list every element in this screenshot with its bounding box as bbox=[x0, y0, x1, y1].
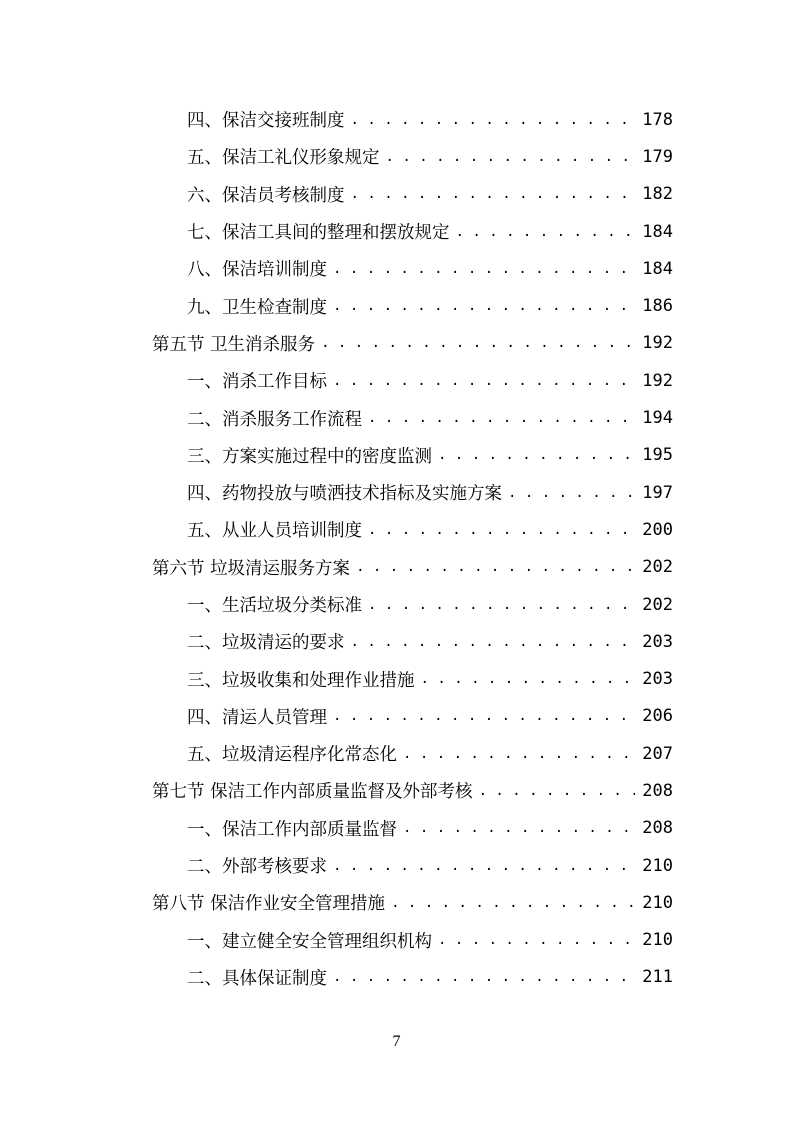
toc-entry[interactable] bbox=[152, 474, 673, 511]
toc-dot-leader bbox=[421, 671, 636, 687]
toc-dot-leader bbox=[321, 335, 635, 351]
toc-entry-page: 210 bbox=[642, 892, 673, 913]
toc-entry-page: 179 bbox=[642, 146, 673, 167]
toc-entry-title: 二、消杀服务工作流程 bbox=[187, 409, 362, 430]
toc-dot-leader bbox=[479, 783, 635, 799]
toc-entry-title: 三、方案实施过程中的密度监测 bbox=[187, 446, 432, 467]
toc-dot-leader bbox=[333, 298, 635, 314]
page-number: 7 bbox=[392, 1033, 401, 1050]
toc-entry-title: 五、垃圾清运程序化常态化 bbox=[187, 745, 397, 766]
toc-entry[interactable] bbox=[152, 735, 673, 772]
toc-entry[interactable] bbox=[152, 399, 673, 436]
toc-entry-page: 182 bbox=[642, 184, 673, 205]
toc-entry[interactable] bbox=[152, 959, 673, 996]
toc-dot-leader bbox=[356, 559, 635, 575]
toc-dot-leader bbox=[508, 485, 635, 501]
toc-entry-page: 192 bbox=[642, 333, 673, 354]
toc-dot-leader bbox=[333, 969, 635, 985]
toc-dot-leader bbox=[391, 895, 635, 911]
toc-entry-page: 211 bbox=[642, 967, 673, 988]
toc-entry-page: 207 bbox=[642, 743, 673, 764]
toc-entry-page: 203 bbox=[642, 669, 673, 690]
toc-entry-title: 一、生活垃圾分类标准 bbox=[187, 596, 362, 616]
toc-entry-title: 四、药物投放与喷洒技术指标及实施方案 bbox=[187, 484, 502, 505]
toc-entry-title: 五、从业人员培训制度 bbox=[187, 521, 362, 542]
toc-entry[interactable] bbox=[152, 549, 673, 586]
toc-entry-title: 第七节 保洁工作内部质量监督及外部考核 bbox=[152, 782, 473, 803]
toc-dot-leader bbox=[351, 186, 636, 202]
toc-entry-page: 203 bbox=[642, 631, 673, 652]
toc-entry-title: 七、保洁工具间的整理和摆放规定 bbox=[187, 223, 450, 244]
toc-dot-leader bbox=[368, 597, 635, 613]
toc-entry[interactable] bbox=[152, 586, 673, 623]
toc-entry[interactable] bbox=[152, 287, 673, 324]
toc-entry[interactable] bbox=[152, 660, 673, 697]
toc-entry-title: 四、保洁交接班制度 bbox=[187, 111, 345, 132]
toc-entry[interactable] bbox=[152, 511, 673, 548]
toc-dot-leader bbox=[438, 447, 635, 463]
toc-entry[interactable] bbox=[152, 847, 673, 884]
toc-entry[interactable] bbox=[152, 176, 673, 213]
toc-dot-leader bbox=[333, 261, 635, 277]
table-of-contents bbox=[152, 101, 673, 996]
toc-dot-leader bbox=[403, 820, 635, 836]
toc-entry-page: 208 bbox=[642, 780, 673, 801]
toc-entry-title: 二、具体保证制度 bbox=[187, 968, 327, 989]
toc-entry-title: 九、卫生检查制度 bbox=[187, 297, 327, 318]
toc-dot-leader bbox=[368, 410, 635, 426]
toc-entry-page: 206 bbox=[642, 706, 673, 727]
toc-entry-title: 二、外部考核要求 bbox=[187, 857, 327, 878]
toc-entry-title: 第五节 卫生消杀服务 bbox=[152, 334, 316, 355]
toc-entry[interactable] bbox=[152, 922, 673, 959]
toc-entry-page: 184 bbox=[642, 221, 673, 242]
toc-dot-leader bbox=[351, 112, 636, 128]
toc-entry[interactable] bbox=[152, 623, 673, 660]
toc-entry[interactable] bbox=[152, 698, 673, 735]
toc-entry-title: 一、建立健全安全管理组织机构 bbox=[187, 931, 432, 952]
toc-dot-leader bbox=[333, 708, 635, 724]
toc-entry-title: 第八节 保洁作业安全管理措施 bbox=[152, 894, 386, 915]
toc-entry-page: 194 bbox=[642, 408, 673, 429]
toc-entry-title: 三、垃圾收集和处理作业措施 bbox=[187, 670, 415, 691]
toc-dot-leader bbox=[403, 746, 635, 762]
toc-entry-title: 六、保洁员考核制度 bbox=[187, 185, 345, 206]
toc-entry-page: 210 bbox=[642, 855, 673, 876]
toc-entry-title: 一、消杀工作目标 bbox=[187, 372, 327, 393]
toc-entry[interactable] bbox=[152, 437, 673, 474]
toc-entry-page: 202 bbox=[642, 557, 673, 578]
toc-entry-title: 一、保洁工作内部质量监督 bbox=[187, 819, 397, 840]
toc-entry-page: 192 bbox=[642, 370, 673, 391]
toc-dot-leader bbox=[438, 932, 635, 948]
toc-entry-title: 四、清运人员管理 bbox=[187, 707, 327, 728]
toc-entry[interactable] bbox=[152, 101, 673, 138]
toc-dot-leader bbox=[456, 224, 636, 240]
toc-entry-page: 197 bbox=[642, 482, 673, 503]
toc-dot-leader bbox=[386, 149, 636, 165]
toc-dot-leader bbox=[351, 634, 636, 650]
toc-entry-page: 186 bbox=[642, 296, 673, 317]
toc-entry[interactable] bbox=[152, 325, 673, 362]
toc-dot-leader bbox=[368, 522, 635, 538]
toc-entry-page: 200 bbox=[642, 519, 673, 540]
toc-entry-title: 五、保洁工礼仪形象规定 bbox=[187, 148, 380, 169]
toc-entry[interactable] bbox=[152, 810, 673, 847]
toc-entry[interactable] bbox=[152, 362, 673, 399]
toc-entry[interactable] bbox=[152, 250, 673, 287]
toc-entry[interactable] bbox=[152, 213, 673, 250]
toc-entry-page: 208 bbox=[642, 818, 673, 839]
toc-entry-title: 第六节 垃圾清运服务方案 bbox=[152, 558, 351, 579]
toc-dot-leader bbox=[333, 858, 635, 874]
toc-entry[interactable] bbox=[152, 772, 673, 809]
toc-dot-leader bbox=[333, 373, 635, 389]
toc-entry-page: 210 bbox=[642, 930, 673, 951]
toc-entry-page: 195 bbox=[642, 445, 673, 466]
toc-entry-page: 178 bbox=[642, 109, 673, 130]
toc-entry-page: 184 bbox=[642, 258, 673, 279]
toc-entry[interactable] bbox=[152, 884, 673, 921]
toc-entry-page: 202 bbox=[642, 594, 673, 615]
toc-entry[interactable] bbox=[152, 138, 673, 175]
toc-entry-title: 八、保洁培训制度 bbox=[187, 260, 327, 281]
toc-entry-title: 二、垃圾清运的要求 bbox=[187, 633, 345, 654]
